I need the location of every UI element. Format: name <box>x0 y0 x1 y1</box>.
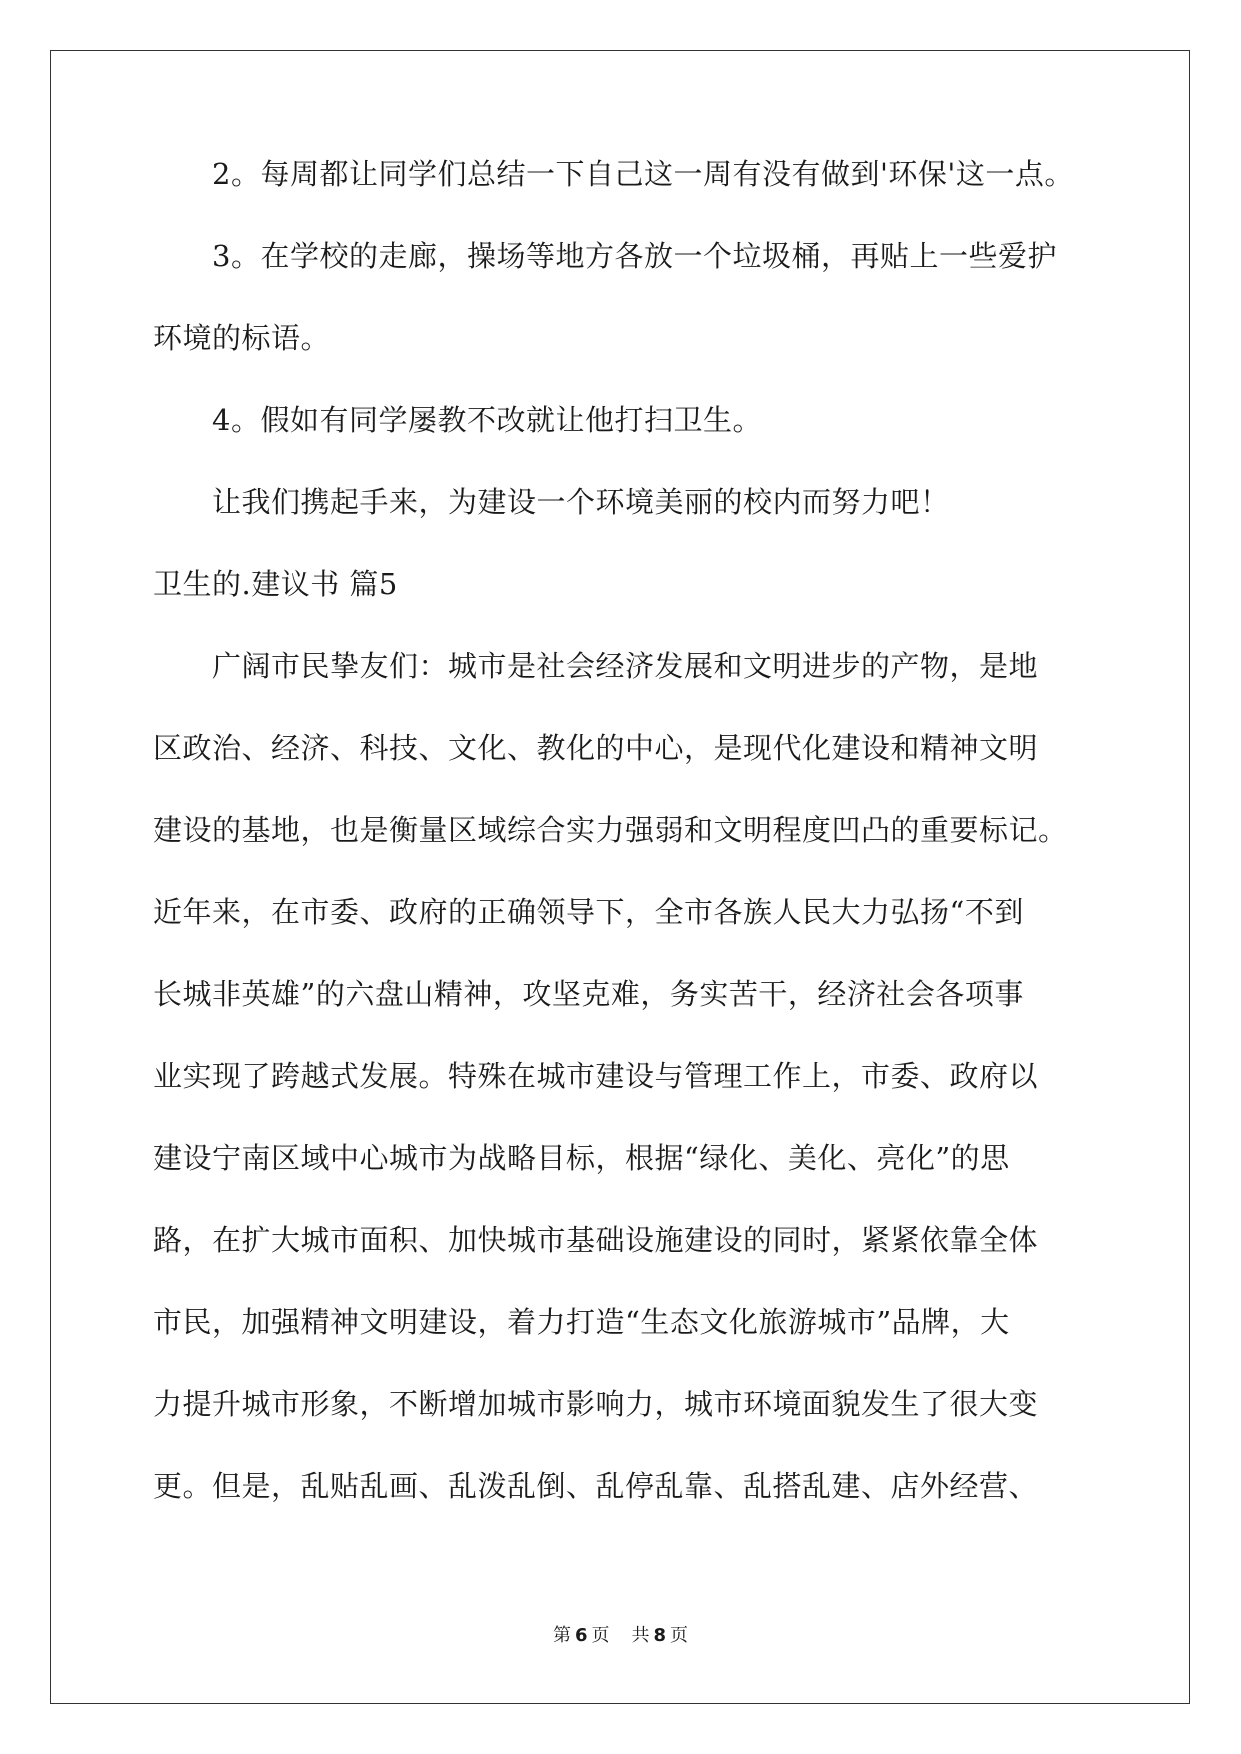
body-line-9: 建设的基地，也是衡量区域综合实力强弱和文明程度凹凸的重要标记。 <box>153 813 1068 847</box>
body-line-7: 广阔市民挚友们：城市是社会经济发展和文明进步的产物，是地 <box>212 649 1039 683</box>
page-unit: 页 <box>591 1625 610 1646</box>
page-prefix: 第 <box>552 1625 571 1646</box>
body-line-15: 市民，加强精神文明建设，着力打造“生态文化旅游城市”品牌，大 <box>153 1305 1010 1339</box>
body-line-17: 更。但是，乱贴乱画、乱泼乱倒、乱停乱靠、乱搭乱建、店外经营、 <box>153 1469 1039 1503</box>
body-line-16: 力提升城市形象，不断增加城市影响力，城市环境面貌发生了很大变 <box>153 1387 1039 1421</box>
body-line-5: 让我们携起手来，为建设一个环境美丽的校内而努力吧！ <box>212 485 950 519</box>
body-line-2: 3。在学校的走廊，操场等地方各放一个垃圾桶，再贴上一些爱护 <box>212 239 1057 273</box>
body-line-13: 建设宁南区域中心城市为战略目标，根据“绿化、美化、亮化”的思 <box>153 1141 1010 1175</box>
total-prefix: 共 <box>631 1625 650 1646</box>
body-line-3: 环境的标语。 <box>153 321 331 355</box>
body-line-12: 业实现了跨越式发展。特殊在城市建设与管理工作上，市委、政府以 <box>153 1059 1039 1093</box>
total-unit: 页 <box>670 1625 689 1646</box>
page-total-number: 8 <box>653 1625 667 1646</box>
body-line-8: 区政治、经济、科技、文化、教化的中心，是现代化建设和精神文明 <box>153 731 1039 765</box>
section-heading: 卫生的.建议书 篇5 <box>153 567 398 601</box>
body-line-10: 近年来，在市委、政府的正确领导下，全市各族人民大力弘扬“不到 <box>153 895 1024 929</box>
body-line-11: 长城非英雄”的六盘山精神，攻坚克难，务实苦干，经济社会各项事 <box>153 977 1024 1011</box>
page-current-number: 6 <box>574 1625 588 1646</box>
body-line-4: 4。假如有同学屡教不改就让他打扫卫生。 <box>212 403 762 437</box>
page-border <box>50 50 1190 1704</box>
page-footer <box>0 1624 1241 1648</box>
body-line-1: 2。每周都让同学们总结一下自己这一周有没有做到'环保'这一点。 <box>212 157 1074 191</box>
body-line-14: 路，在扩大城市面积、加快城市基础设施建设的同时，紧紧依靠全体 <box>153 1223 1039 1257</box>
